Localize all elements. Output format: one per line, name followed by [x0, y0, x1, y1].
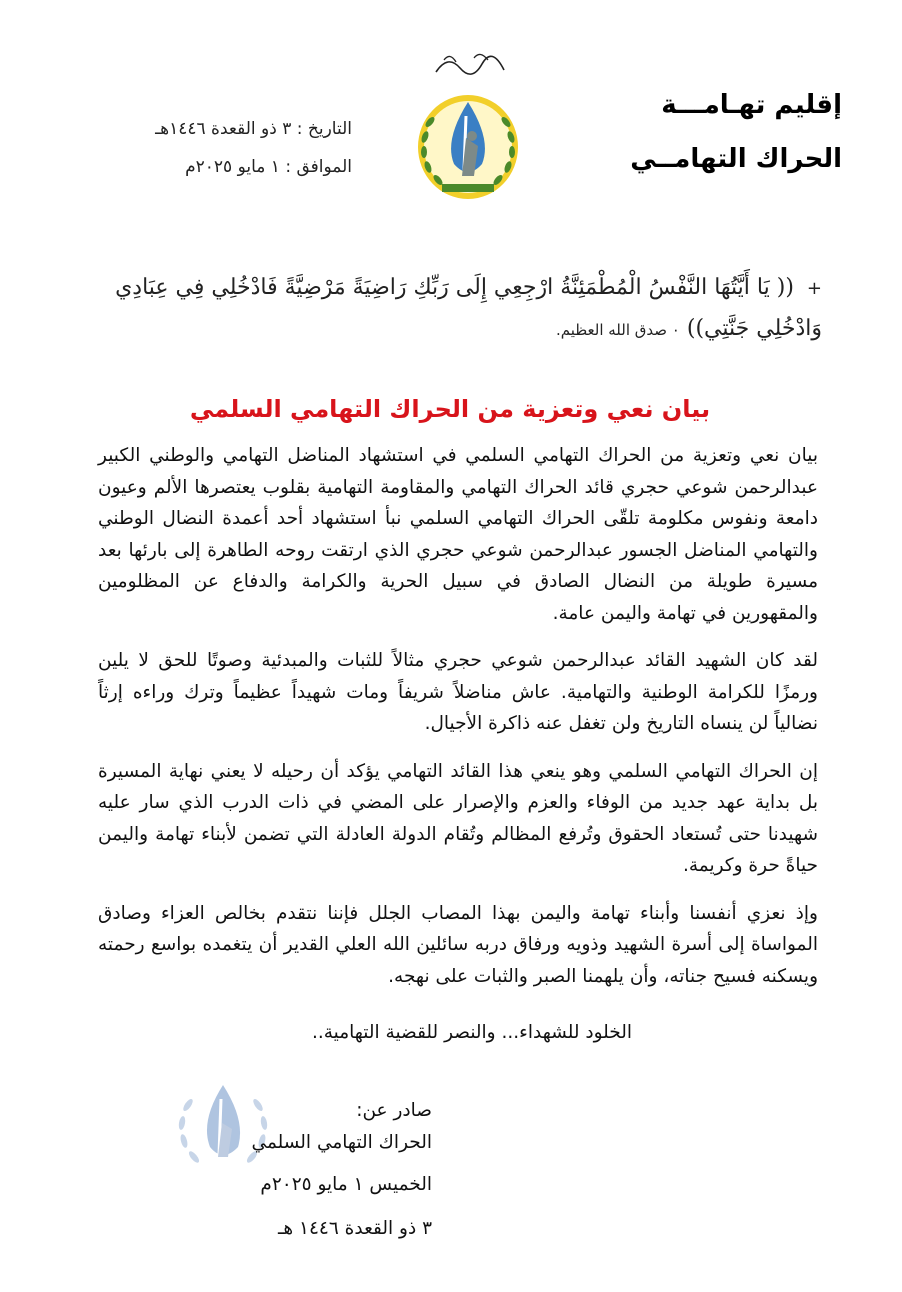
paragraph: وإذ نعزي أنفسنا وأبناء تهامة واليمن بهذا المصاب الجلل فإننا نتقدم بخالص العزاء وصادق المواساة إلى أسرة الشهيد وذويه ورفاق دربه سائلين الله العلي القدير أن يتغمده بواسع رحمته ويسكنه فسيح جناته، وأن يلهمنا الصبر والثبات على نهجه. [98, 902, 818, 987]
closing-line: الخلود للشهداء... والنصر للقضية التهامية.. [311, 1022, 632, 1043]
movement-name: الحراك التهامــي [630, 144, 842, 174]
statement-title: بيان نعي وتعزية من الحراك التهامي السلمي [189, 395, 711, 423]
paragraph: بيان نعي وتعزية من الحراك التهامي السلمي في استشهاد المناضل التهامي والوطني الكبير عبدالرحمن شوعي حجري قائد الحراك التهامي والمقاومة التهامية بقلوب يعتصرها الألم وعيون دامعة ونفوس مكلومة تلقّى الحراك التهامي السلمي نبأ استشهاد أحد أعمدة النضال الوطني والتهامي المناضل الجسور عبدالرحمن شوعي حجري الذي ارتقت روحه الطاهرة إلى بارئها بعد مسيرة طويلة من النضال الصادق في سبيل الحرية والكرامة والدفاع عن المظلومين والمقهورين في تهامة واليمن عامة. [98, 445, 818, 624]
issued-by-label: صادر عن: [356, 1100, 432, 1121]
signature-date-hijri: ٣ ذو القعدة ١٤٤٦ هـ [277, 1218, 432, 1239]
signature-block [200, 1095, 432, 1245]
signature-date-gregorian: الخميس ١ مايو ٢٠٢٥م [260, 1174, 432, 1195]
date-gregorian: الموافق : ١ مايو ٢٠٢٥م [185, 157, 352, 177]
paragraph: إن الحراك التهامي السلمي وهو ينعي هذا القائد التهامي يؤكد أن رحيله لا يعني نهاية المسيرة بل بداية عهد جديد من الوفاء والعزم والإصرار على المضي في ذات الدرب الذي سار عليه شهيدنا حتى تُستعاد الحقوق وتُرفع المظالم وتُقام الدولة العادلة التي تضمن لأبناء تهامة واليمن حياةً حرة وكريمة. [98, 760, 818, 876]
date-hijri: التاريخ : ٣ ذو القعدة ١٤٤٦هـ [155, 119, 352, 139]
issuing-org: الحراك التهامي السلمي [251, 1132, 432, 1153]
header-dates [132, 110, 352, 186]
movement-logo-emblem [408, 52, 528, 202]
statement-body [98, 440, 818, 1008]
quran-verse [80, 268, 822, 350]
header-org-block [622, 78, 842, 186]
verse-marker: + [806, 278, 822, 299]
region-name: إقليم تهـامـــة [661, 90, 842, 120]
verse-closing: ٠ صدق الله العظيم. [555, 321, 680, 339]
verse-text: (( يَا أَيَّتُهَا النَّفْسُ الْمُطْمَئِنَّةُ ارْجِعِي إِلَى رَبِّكِ رَاضِيَةً مَرْضِيَّةً فَادْخُلِي فِي عِبَادِي وَادْخُلِي جَنَّتِي)) [115, 275, 822, 341]
paragraph: لقد كان الشهيد القائد عبدالرحمن شوعي حجري مثالاً للثبات والمبدئية وصوتًا للحق لا يلين ورمزًا للكرامة الوطنية والتهامية. عاش مناضلاً شريفاً ومات شهيداً عظيماً وترك وراءه إرثاً نضالياً لن ينساه التاريخ ولن تغفل عنه ذاكرة الأجيال. [98, 650, 818, 734]
